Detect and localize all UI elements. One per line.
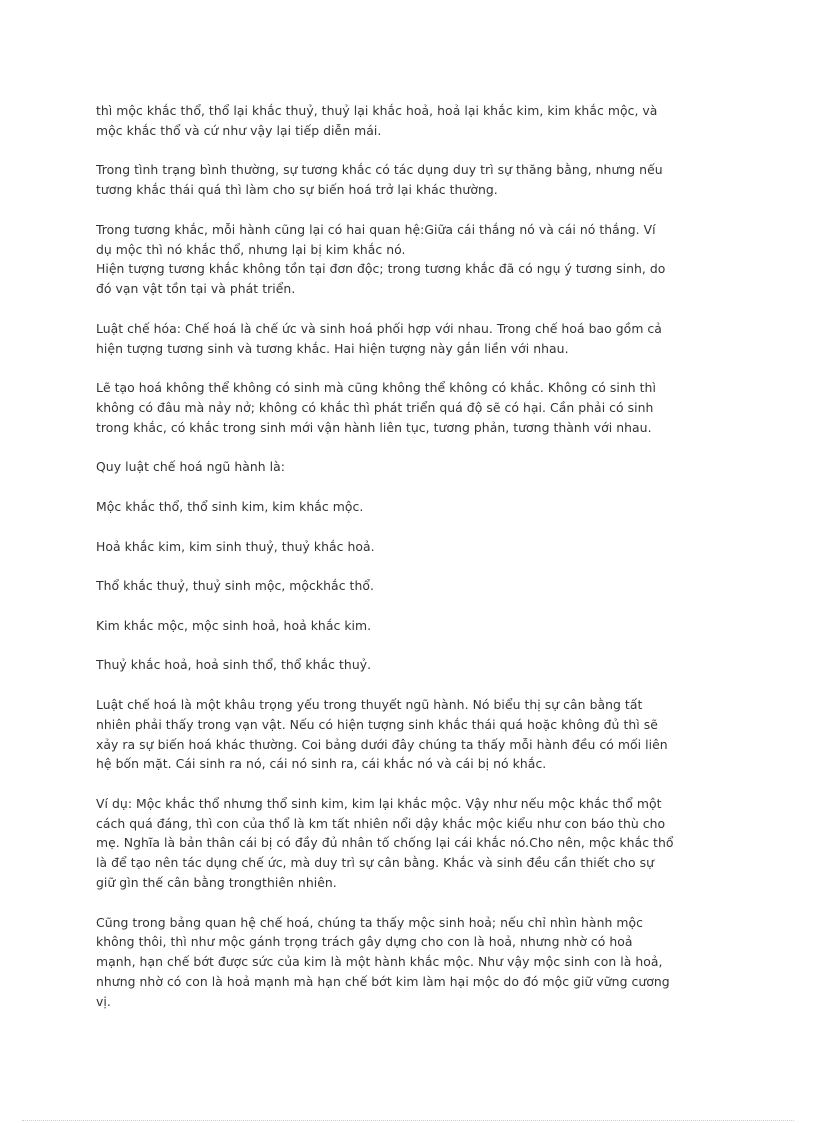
paragraph-4: Hiện tượng tương khắc không tồn tại đơn độc; trong tương khắc đã có ngụ ý tương sinh, do đó vạn vật tồn tại và phát triển. [96, 261, 666, 297]
paragraph-1: thì mộc khắc thổ, thổ lại khắc thuỷ, thuỷ lại khắc hoả, hoả lại khắc kim, kim khắc mộc, và mộc khắc thổ và cứ như vậy lại tiếp diễn mái. [96, 103, 658, 138]
paragraph-5: Luật chế hóa: Chế hoá là chế ức và sinh hoá phối hợp với nhau. Trong chế hoá bao gồm cả hiện tượng tương sinh và tương khắc. Hai hiện tượng này gắn liền với nhau. [96, 320, 662, 356]
paragraph-7: Quy luật chế hoá ngũ hành là: [96, 459, 286, 475]
paragraph-3: Trong tương khắc, mỗi hành cũng lại có hai quan hệ:Giữa cái thắng nó và cái nó thắng. Ví dụ mộc thì nó khắc thổ, nhưng lại bị kim khắc nó. [96, 221, 656, 257]
paragraph-10: Cũng trong bảng quan hệ chế hoá, chúng ta thấy mộc sinh hoả; nếu chỉ nhìn hành mộc không thôi, thì như mộc gánh trọng trách gây dựng cho con là hoả, nhưng nhờ có hoả mạnh, hạn chế bớt được sức của kim là một hành khắc mộc. Như vậy mộc sinh con là hoả, nhưng nhờ có con là hoả mạnh mà hạn chế bớt kim làm hại mộc do đó mộc giữ vững cương vị. [96, 914, 670, 1009]
page-bottom-divider [22, 1120, 794, 1121]
paragraph-6: Lẽ tạo hoá không thể không có sinh mà cũng không thể không có khắc. Không có sinh thì không có đâu mà nảy nở; không có khắc thì phát triển quá độ sẽ có hại. Cần phải có sinh trong khắc, có khắc trong sinh mới vận hành liên tục, tương phản, tương thành với nhau. [96, 380, 656, 435]
rule-line-2: Hoả khắc kim, kim sinh thuỷ, thuỷ khắc hoả. [96, 538, 375, 554]
paragraph-8: Luật chế hoá là một khâu trọng yếu trong thuyết ngũ hành. Nó biểu thị sự cân bằng tất nhiên phải thấy trong vạn vật. Nếu có hiện tượng sinh khắc thái quá hoặc không đủ thì sẽ xảy ra sự biến hoá khác thường. Coi bảng dưới đây chúng ta thấy mỗi hành đều có mối liên hệ bốn mặt. Cái sinh ra nó, cái nó sinh ra, cái khắc nó và cái bị nó khắc. [96, 696, 668, 772]
document-body [96, 101, 728, 1031]
paragraph-9: Ví dụ: Mộc khắc thổ nhưng thổ sinh kim, kim lại khắc mộc. Vậy như nếu mộc khắc thổ một cách quá đáng, thì con của thổ là km tất nhiên nổi dậy khắc mộc kiểu như con báo thù cho mẹ. Nghĩa là bản thân cái bị có đầy đủ nhân tố chống lại cái khắc nó.Cho nên, mộc khắc thổ là để tạo nên tác dụng chế ức, mà duy trì sự cân bằng. Khắc và sinh đều cần thiết cho sự giữ gìn thế cân bằng trongthiên nhiên. [96, 795, 674, 891]
rule-line-5: Thuỷ khắc hoả, hoả sinh thổ, thổ khắc thuỷ. [96, 657, 372, 673]
rule-line-1: Mộc khắc thổ, thổ sinh kim, kim khắc mộc. [96, 498, 364, 514]
paragraph-2: Trong tình trạng bình thường, sự tương khắc có tác dụng duy trì sự thăng bằng, nhưng nếu tương khắc thái quá thì làm cho sự biến hoá trở lại khác thường. [96, 162, 663, 198]
rule-line-3: Thổ khắc thuỷ, thuỷ sinh mộc, mộckhắc thổ. [96, 578, 374, 594]
rule-line-4: Kim khắc mộc, mộc sinh hoả, hoả khắc kim. [96, 617, 372, 633]
